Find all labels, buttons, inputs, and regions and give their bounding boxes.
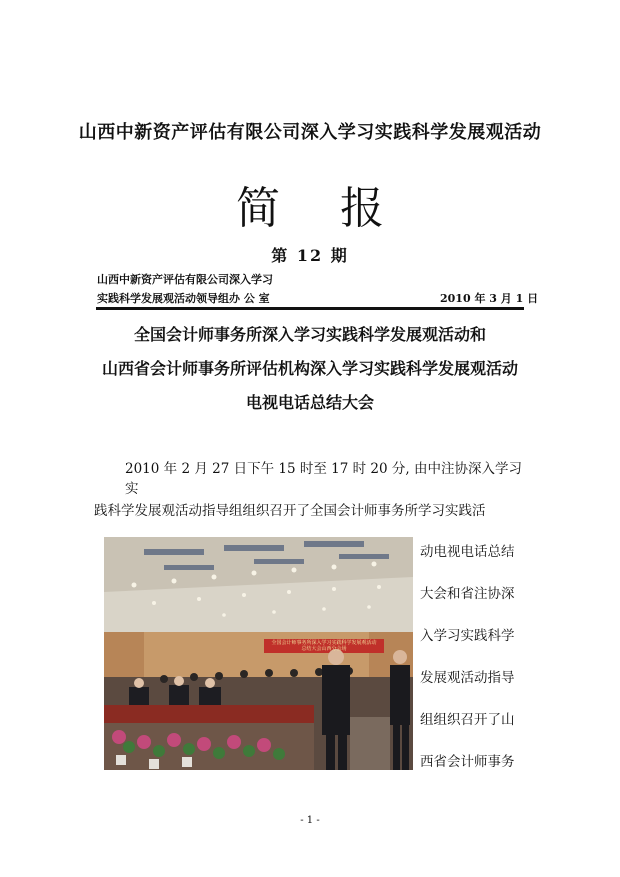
photo-banner-line-1: 全国会计师事务所深入学习实践科学发展观活动 bbox=[271, 640, 377, 646]
conference-photo bbox=[104, 537, 413, 770]
issue-number: 第 12 期 bbox=[271, 246, 349, 265]
side-line-2: 大会和省注协深 bbox=[420, 586, 515, 602]
body-line-1: 2010 年 2 月 27 日下午 15 时至 17 时 20 分, 由中注协深入学习实 bbox=[125, 461, 522, 497]
side-line-6: 西省会计师事务 bbox=[420, 754, 515, 770]
body-line-2: 践科学发展观活动指导组组织召开了全国会计师事务所学习实践活 bbox=[94, 503, 486, 519]
side-line-3: 入学习实践科学 bbox=[420, 628, 515, 644]
headline-line-3: 电视电话总结大会 bbox=[245, 393, 374, 412]
headline-line-1: 全国会计师事务所深入学习实践科学发展观活动和 bbox=[133, 325, 486, 344]
issue-date: 2010 年 3 月 1 日 bbox=[440, 292, 539, 305]
organization-title: 山西中新资产评估有限公司深入学习实践科学发展观活动 bbox=[78, 122, 542, 143]
issuer-line-1: 山西中新资产评估有限公司深入学习 bbox=[97, 273, 273, 286]
side-line-1: 动电视电话总结 bbox=[420, 544, 515, 560]
side-line-5: 组组织召开了山 bbox=[420, 712, 515, 728]
side-line-4: 发展观活动指导 bbox=[420, 670, 515, 686]
issuer-line-2: 实践科学发展观活动领导组办 公 室 bbox=[97, 292, 270, 305]
briefing-title: 简报 bbox=[236, 183, 444, 234]
page-number: - 1 - bbox=[300, 815, 320, 826]
headline-line-2: 山西省会计师事务所评估机构深入学习实践科学发展观活动 bbox=[101, 359, 518, 378]
photo-banner-line-2: 总结大会山西分会场 bbox=[301, 646, 347, 652]
header-divider bbox=[96, 307, 524, 310]
